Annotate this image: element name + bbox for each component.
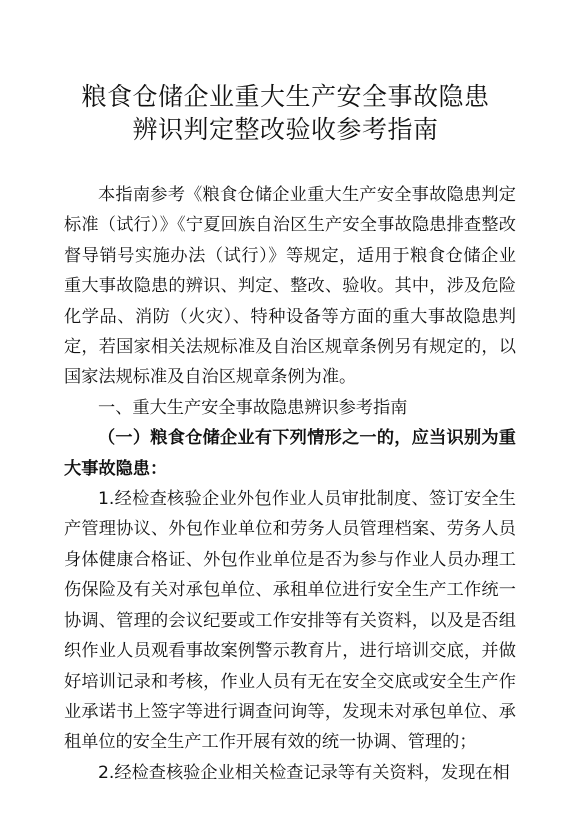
intro-paragraph: 本指南参考《粮食仓储企业重大生产安全事故隐患判定标准（试行）》《宁夏回族自治区生产安全事故隐患排查整改督导销号实施办法（试行）》等规定，适用于粮食仓储企业重大事故隐患的辨识、判定、整改、验收。其中，涉及危险化学品、消防（火灾）、特种设备等方面的重大事故隐患判定，若国家相关法规标准及自治区规章条例另有规定的，以国家法规标准及自治区规章条例为准。 — [64, 185, 516, 388]
document-body — [64, 180, 516, 788]
document-title-line-1: 粮食仓储企业重大生产安全事故隐患 — [81, 82, 490, 111]
subsection-heading: （一）粮食仓储企业有下列情形之一的，应当识别为重大事故隐患： — [64, 428, 516, 479]
section-heading: 一、重大生产安全事故隐患辨识参考指南 — [98, 397, 408, 418]
document-title-line-2: 辨识判定整改验收参考指南 — [132, 115, 439, 144]
item-1-paragraph: 1.经检查核验企业外包作业人员审批制度、签订安全生产管理协议、外包作业单位和劳务人员管理档案、劳务人员身体健康合格证、外包作业单位是否为参与作业人员办理工伤保险及有关对承包单位、承租单位进行安全生产工作统一协调、管理的会议纪要或工作安排等有关资料，以及是否组织作业人员观看事故案例警示教育片，进行培训交底，并做好培训记录和考核，作业人员有无在安全交底或安全生产作业承诺书上签字等进行调查问询等，发现未对承包单位、承租单位的安全生产工作开展有效的统一协调、管理的； — [64, 489, 516, 753]
item-2-paragraph: 2.经检查核验企业相关检查记录等有关资料，发现在相 — [98, 762, 510, 783]
